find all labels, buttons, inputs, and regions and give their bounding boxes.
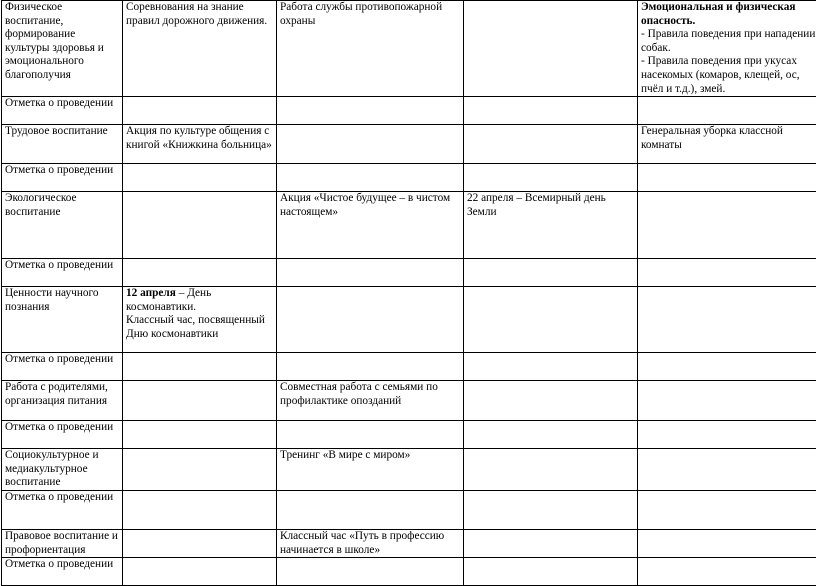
activity-line: Классный час, посвященный Дню космонавтики [126,314,273,341]
completion-mark-cell[interactable] [638,259,816,287]
completion-mark-label: Отметка о проведении [2,490,123,529]
activity-cell [638,1,816,97]
table-row [2,490,816,529]
activity-cell [123,192,277,259]
activity-cell [123,287,277,353]
row-category-cell: Физическое воспитание, формирование культуры здоровья и эмоционального благополучия [2,1,123,97]
activity-cell [638,529,816,557]
completion-mark-cell[interactable] [464,558,638,586]
activity-cell: Акция по культуре общения с книгой «Книжкина больница» [123,125,277,164]
activity-cell [638,449,816,491]
table-row [2,125,816,164]
completion-mark-cell[interactable] [123,558,277,586]
activity-cell [464,449,638,491]
row-category-cell: Ценности научного познания [2,287,123,353]
completion-mark-cell[interactable] [638,490,816,529]
completion-mark-cell[interactable] [464,421,638,449]
row-category-cell: Трудовое воспитание [2,125,123,164]
completion-mark-cell[interactable] [277,164,464,192]
activity-line: - Правила поведения при нападении собак. [641,28,816,55]
table-row [2,529,816,557]
activity-cell [277,125,464,164]
completion-mark-cell[interactable] [277,259,464,287]
completion-mark-label: Отметка о проведении [2,353,123,381]
activity-plan-table [1,0,816,586]
completion-mark-cell[interactable] [277,97,464,125]
completion-mark-cell[interactable] [277,558,464,586]
activity-cell [638,381,816,421]
row-category-cell: Работа с родителями, организация питания [2,381,123,421]
activity-cell [123,529,277,557]
activity-cell [123,381,277,421]
table-row [2,287,816,353]
completion-mark-cell[interactable] [277,490,464,529]
activity-cell: Генеральная уборка классной комнаты [638,125,816,164]
row-category-cell: Правовое воспитание и профориентация [2,529,123,557]
completion-mark-cell[interactable] [123,353,277,381]
activity-cell [638,192,816,259]
activity-cell [464,1,638,97]
completion-mark-cell[interactable] [464,353,638,381]
activity-cell [464,529,638,557]
activity-title: Эмоциональная и физическая опасность. [641,1,816,28]
completion-mark-cell[interactable] [123,490,277,529]
completion-mark-cell[interactable] [277,421,464,449]
activity-cell [277,287,464,353]
activity-title: – День космонавтики. [126,287,211,313]
completion-mark-cell[interactable] [638,97,816,125]
table-row [2,421,816,449]
completion-mark-cell[interactable] [464,259,638,287]
table-row [2,259,816,287]
table-row [2,164,816,192]
row-category-cell: Социокультурное и медиакультурное воспитание [2,449,123,491]
completion-mark-cell[interactable] [464,97,638,125]
activity-cell: Классный час «Путь в профессию начинается в школе» [277,529,464,557]
activity-cell [638,287,816,353]
activity-cell: Совместная работа с семьями по профилактике опозданий [277,381,464,421]
table-row [2,1,816,97]
table-row [2,353,816,381]
row-category-cell: Экологическое воспитание [2,192,123,259]
activity-cell [464,125,638,164]
completion-mark-label: Отметка о проведении [2,164,123,192]
activity-cell: Соревнования на знание правил дорожного движения. [123,1,277,97]
completion-mark-cell[interactable] [638,558,816,586]
completion-mark-cell[interactable] [123,421,277,449]
table-row [2,381,816,421]
activity-cell: 22 апреля – Всемирный день Земли [464,192,638,259]
table-row [2,449,816,491]
completion-mark-cell[interactable] [638,421,816,449]
activity-cell [464,381,638,421]
table-row [2,192,816,259]
completion-mark-label: Отметка о проведении [2,558,123,586]
activity-cell: Акция «Чистое будущее – в чистом настоящем» [277,192,464,259]
activity-cell: Тренинг «В мире с миром» [277,449,464,491]
completion-mark-label: Отметка о проведении [2,421,123,449]
completion-mark-cell[interactable] [123,164,277,192]
completion-mark-cell[interactable] [123,97,277,125]
completion-mark-cell[interactable] [464,164,638,192]
completion-mark-label: Отметка о проведении [2,97,123,125]
completion-mark-label: Отметка о проведении [2,259,123,287]
activity-cell [123,449,277,491]
activity-cell: Работа службы противопожарной охраны [277,1,464,97]
activity-line: - Правила поведения при укусах насекомых (комаров, клещей, ос, пчёл и т.д.), змей. [641,55,816,96]
activity-date: 12 апреля [126,287,176,299]
table-row [2,97,816,125]
activity-cell [464,287,638,353]
completion-mark-cell[interactable] [464,490,638,529]
completion-mark-cell[interactable] [277,353,464,381]
completion-mark-cell[interactable] [123,259,277,287]
table-row [2,558,816,586]
completion-mark-cell[interactable] [638,353,816,381]
completion-mark-cell[interactable] [638,164,816,192]
